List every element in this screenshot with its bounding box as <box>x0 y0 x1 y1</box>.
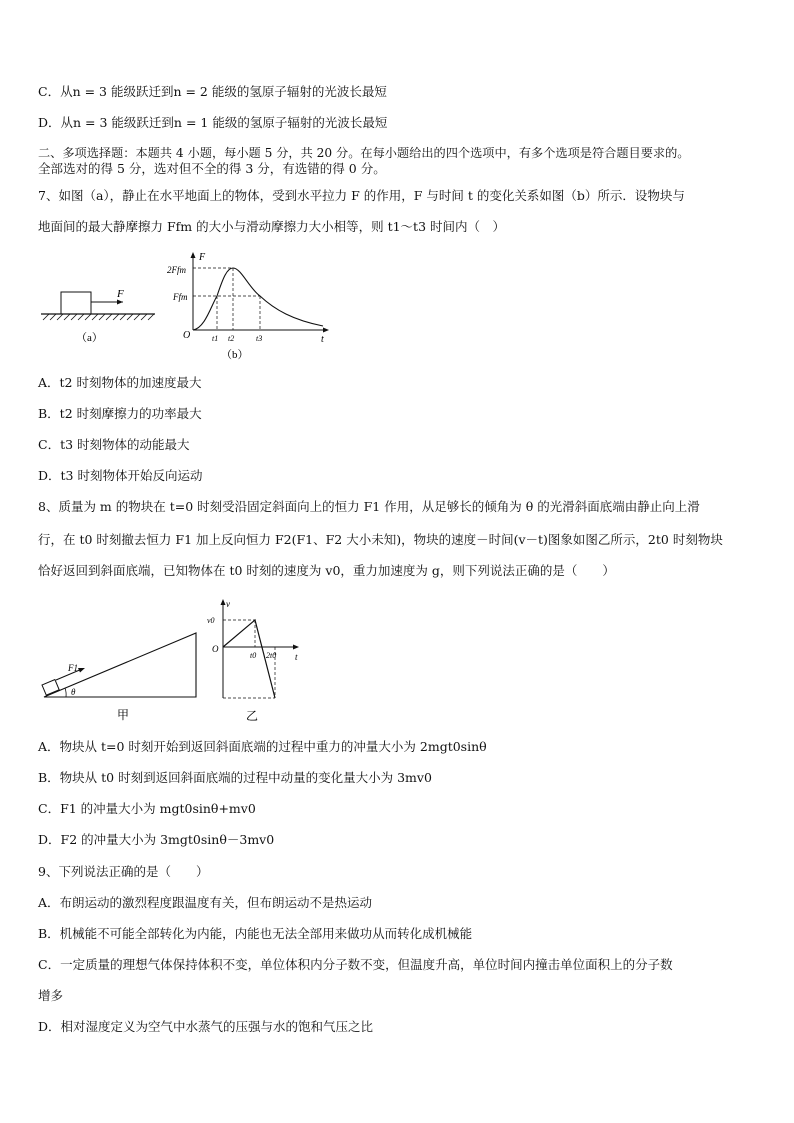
force-curve <box>193 268 323 330</box>
q7-stem-cont: 地面间的最大静摩擦力 Ffm 的大小与滑动摩擦力大小相等，则 t1～t3 时间内（ ） <box>38 219 505 234</box>
figure-yi <box>205 596 310 728</box>
guide-lines <box>193 268 260 330</box>
y-axis-arrowhead <box>221 599 226 605</box>
q8-stem-cont2: 恰好返回到斜面底端，已知物体在 t0 时刻的速度为 v0，重力加速度为 g，则下列说法正确的是（ ） <box>38 563 615 578</box>
x-axis-arrowhead <box>323 328 329 333</box>
origin-label: O <box>212 644 219 654</box>
section-heading: 二、多项选择题：本题共 4 小题，每小题 5 分，共 20 分。在每小题给出的四个选项中，有多个选项是符合题目要求的。 <box>38 146 690 160</box>
incline <box>44 633 196 697</box>
y-tick-ffm: Ffm <box>173 292 188 302</box>
t2-label: t2 <box>228 334 235 343</box>
option-d-prev: D．从n = 3 能级跃迁到n = 1 能级的氢原子辐射的光波长最短 <box>38 115 388 130</box>
force-arrowhead <box>117 300 123 305</box>
section-heading-cont: 全部选对的得 5 分，选对但不全的得 3 分，有选错的得 0 分。 <box>38 161 386 176</box>
angle-label: θ <box>71 687 76 697</box>
y-axis-arrowhead <box>191 252 196 258</box>
figure-a <box>38 280 163 350</box>
q8-option-b: B．物块从 t0 时刻到返回斜面底端的过程中动量的变化量大小为 3mv0 <box>38 770 432 785</box>
ground-hatch <box>43 314 154 320</box>
f1-arrowhead <box>78 668 85 673</box>
2t0-label: 2t0 <box>266 651 277 660</box>
q9-option-c-cont: 增多 <box>38 988 64 1003</box>
q9-option-a: A．布朗运动的激烈程度跟温度有关，但布朗运动不是热运动 <box>38 895 373 910</box>
y-axis-label: F <box>199 252 206 263</box>
t1-label: t1 <box>212 334 219 343</box>
x-axis-label: t <box>295 652 298 662</box>
q7-option-b: B．t2 时刻摩擦力的功率最大 <box>38 406 202 421</box>
t0-label: t0 <box>250 651 257 660</box>
angle-arc <box>65 688 66 697</box>
figure-jia <box>38 622 203 727</box>
q8-option-a: A．物块从 t=0 时刻开始到返回斜面底端的过程中重力的冲量大小为 2mgt0sinθ <box>38 739 487 754</box>
f1-label: F1 <box>68 663 78 673</box>
q9-option-b: B．机械能不可能全部转化为内能，内能也无法全部用来做功从而转化成机械能 <box>38 926 473 941</box>
t3-label: t3 <box>256 334 263 343</box>
caption-b: （b） <box>221 349 249 361</box>
q8-option-c: C．F1 的冲量大小为 mgt0sinθ+mv0 <box>38 801 256 816</box>
q7-option-a: A．t2 时刻物体的加速度最大 <box>38 375 202 390</box>
q9-option-d: D．相对湿度定义为空气中水蒸气的压强与水的饱和气压之比 <box>38 1019 374 1034</box>
caption-yi: 乙 <box>246 709 259 723</box>
figure-b <box>165 248 340 363</box>
origin-label: O <box>183 330 191 341</box>
y-axis-label: v <box>226 599 230 609</box>
incline-block <box>42 680 59 696</box>
force-label: F <box>117 288 124 300</box>
v0-label: v0 <box>207 616 215 625</box>
y-tick-2ffm: 2Ffm <box>167 265 186 275</box>
x-axis-arrowhead <box>293 645 299 650</box>
caption-jia: 甲 <box>117 708 130 722</box>
caption-a: （a） <box>76 332 103 344</box>
q8-stem-cont: 行，在 t0 时刻撤去恒力 F1 加上反向恒力 F2(F1、F2 大小未知)，物块的速度－时间(v－t)图象如图乙所示，2t0 时刻物块 <box>38 532 723 547</box>
option-c-prev: C．从n = 3 能级跃迁到n = 2 能级的氢原子辐射的光波长最短 <box>38 84 387 99</box>
q9-stem: 9、下列说法正确的是（ ） <box>38 864 209 879</box>
q7-option-d: D．t3 时刻物体开始反向运动 <box>38 468 203 483</box>
q8-option-d: D．F2 的冲量大小为 3mgt0sinθ－3mv0 <box>38 832 275 847</box>
q7-option-c: C．t3 时刻物体的动能最大 <box>38 437 190 452</box>
q9-option-c: C．一定质量的理想气体保持体积不变，单位体积内分子数不变，但温度升高，单位时间内撞击单位面积上的分子数 <box>38 957 673 972</box>
q7-stem: 7、如图（a），静止在水平地面上的物体，受到水平拉力 F 的作用，F 与时间 t 的变化关系如图（b）所示．设物块与 <box>38 188 685 203</box>
x-axis-label: t <box>321 334 324 345</box>
q8-stem: 8、质量为 m 的物块在 t=0 时刻受沿固定斜面向上的恒力 F1 作用，从足够长的倾角为 θ 的光滑斜面底端由静止向上滑 <box>38 499 700 514</box>
block <box>61 292 91 314</box>
